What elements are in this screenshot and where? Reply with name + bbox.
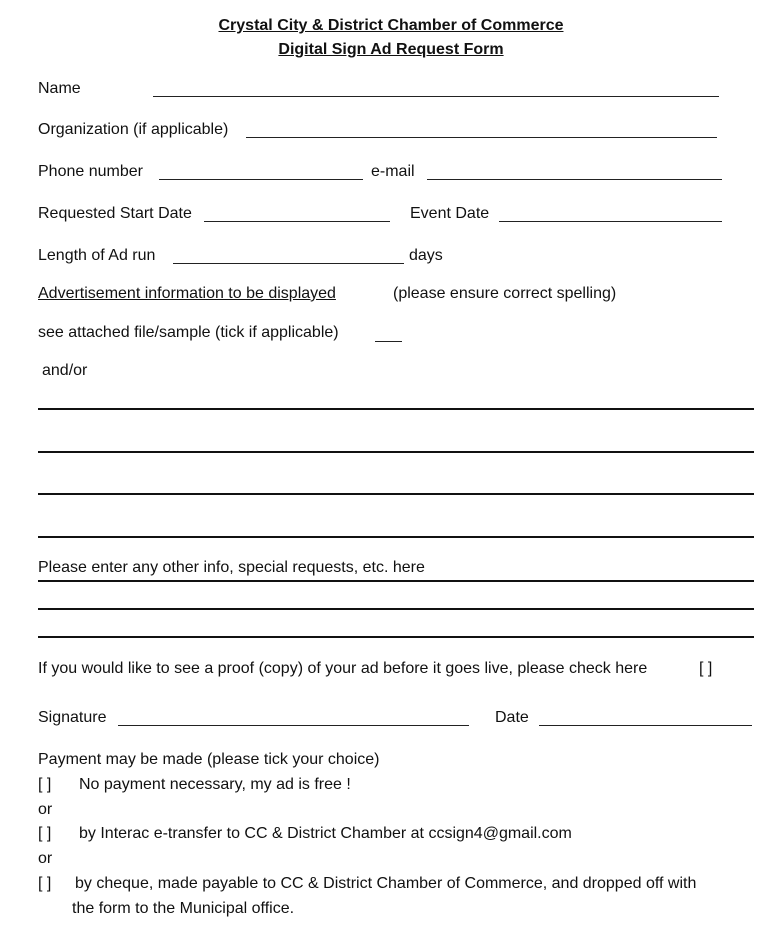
form-title-line2: Digital Sign Ad Request Form <box>278 41 504 58</box>
phone-label: Phone number <box>38 163 143 180</box>
payment-heading: Payment may be made (please tick your choice) <box>38 751 380 768</box>
form-title-line1: Crystal City & District Chamber of Commerce <box>218 17 564 34</box>
other-info-line-3[interactable] <box>38 636 754 638</box>
organization-field[interactable] <box>246 137 717 138</box>
payment-cheque-label-line2: the form to the Municipal office. <box>72 900 295 917</box>
or-label: or <box>38 850 53 867</box>
payment-interac-label: by Interac e-transfer to CC & District Chamber at ccsign4@gmail.com <box>79 825 572 842</box>
email-field[interactable] <box>427 179 722 180</box>
and-or-label: and/or <box>42 362 88 379</box>
name-label: Name <box>38 80 81 97</box>
payment-interac-checkbox[interactable]: [ ] <box>38 825 52 842</box>
start-date-field[interactable] <box>204 221 390 222</box>
signature-date-label: Date <box>495 709 529 726</box>
ad-text-line-1[interactable] <box>38 408 754 410</box>
proof-label: If you would like to see a proof (copy) of your ad before it goes live, please check here <box>38 660 648 677</box>
ad-length-label: Length of Ad run <box>38 247 156 264</box>
ad-text-line-3[interactable] <box>38 493 754 495</box>
signature-label: Signature <box>38 709 107 726</box>
payment-free-checkbox[interactable]: [ ] <box>38 776 52 793</box>
other-info-line-2[interactable] <box>38 608 754 610</box>
ad-text-line-4[interactable] <box>38 536 754 538</box>
name-field[interactable] <box>153 96 719 97</box>
days-label: days <box>409 247 443 264</box>
attached-file-label: see attached file/sample (tick if applicable) <box>38 324 339 341</box>
signature-date-field[interactable] <box>539 725 752 726</box>
or-label: or <box>38 801 53 818</box>
payment-cheque-label-line1: by cheque, made payable to CC & District Chamber of Commerce, and dropped off with <box>75 875 697 892</box>
start-date-label: Requested Start Date <box>38 205 192 222</box>
attached-file-tick[interactable] <box>375 341 402 342</box>
ad-length-field[interactable] <box>173 263 404 264</box>
payment-cheque-checkbox[interactable]: [ ] <box>38 875 52 892</box>
other-info-line-1[interactable] <box>38 580 754 582</box>
ad-info-note: (please ensure correct spelling) <box>393 285 617 302</box>
phone-field[interactable] <box>159 179 363 180</box>
ad-info-heading: Advertisement information to be displayed <box>38 285 336 302</box>
other-info-label: Please enter any other info, special requests, etc. here <box>38 559 425 576</box>
event-date-label: Event Date <box>410 205 490 222</box>
event-date-field[interactable] <box>499 221 722 222</box>
proof-checkbox[interactable]: [ ] <box>699 660 713 677</box>
payment-free-label: No payment necessary, my ad is free ! <box>79 776 351 793</box>
signature-field[interactable] <box>118 725 469 726</box>
organization-label: Organization (if applicable) <box>38 121 229 138</box>
email-label: e-mail <box>371 163 415 180</box>
ad-text-line-2[interactable] <box>38 451 754 453</box>
